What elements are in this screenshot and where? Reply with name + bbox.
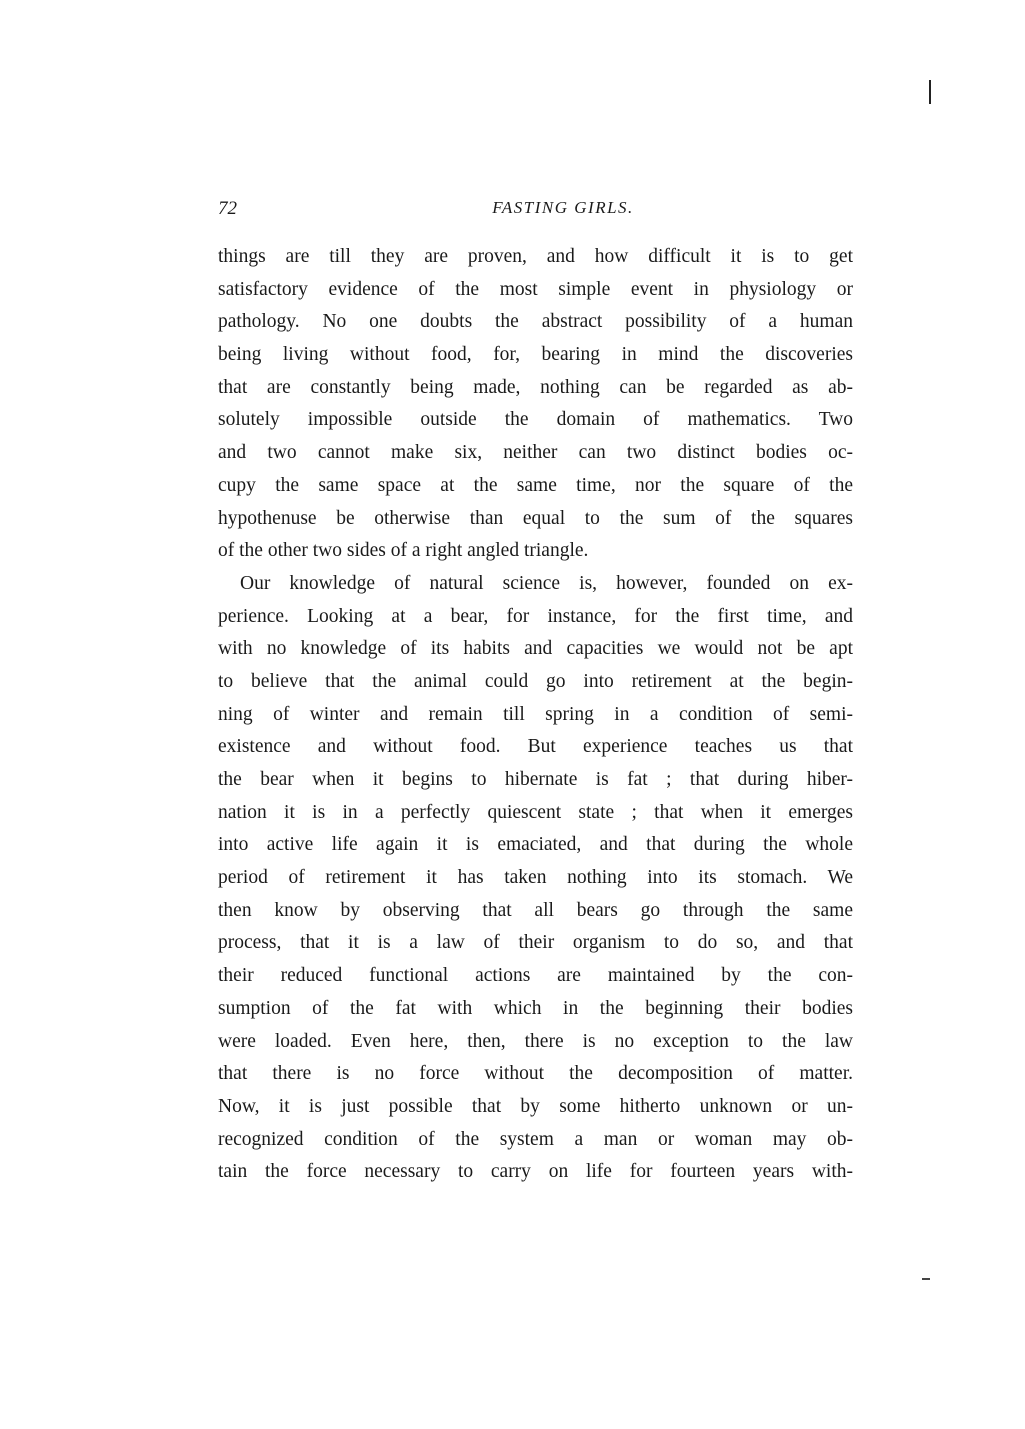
body-text	[218, 241, 853, 1189]
text-line: Now, it is just possible that by some hitherto unknown or un-	[218, 1095, 853, 1117]
margin-dash	[922, 1278, 930, 1280]
text-line: to believe that the animal could go into retirement at the begin-	[218, 670, 853, 692]
running-head	[218, 198, 858, 226]
text-line: process, that it is a law of their organism to do so, and that	[218, 932, 853, 954]
running-title: FASTING GIRLS.	[492, 198, 634, 217]
paragraph-2	[218, 568, 853, 1189]
text-line: into active life again it is emaciated, and that during the whole	[218, 834, 853, 856]
text-line: that there is no force without the decomposition of matter.	[218, 1063, 853, 1085]
text-line: their reduced functional actions are maintained by the con-	[218, 965, 853, 987]
text-line: being living without food, for, bearing in mind the discoveries	[218, 344, 853, 366]
text-line: existence and without food. But experience teaches us that	[218, 736, 853, 758]
text-line: were loaded. Even here, then, there is no exception to the law	[218, 1030, 853, 1052]
text-line: period of retirement it has taken nothing into its stomach. We	[218, 867, 853, 889]
text-line: things are till they are proven, and how difficult it is to get	[218, 246, 853, 267]
text-line: perience. Looking at a bear, for instance, for the first time, and	[218, 605, 853, 627]
text-line: sumption of the fat with which in the beginning their bodies	[218, 997, 853, 1019]
text-line: and two cannot make six, neither can two distinct bodies oc-	[218, 442, 853, 464]
text-line: with no knowledge of its habits and capacities we would not be apt	[218, 638, 853, 660]
page-number: 72	[218, 198, 237, 219]
text-line: cupy the same space at the same time, nor the square of the	[218, 474, 853, 496]
text-line: hypothenuse be otherwise than equal to the sum of the squares	[218, 507, 853, 529]
text-line: the bear when it begins to hibernate is fat ; that during hiber-	[218, 769, 853, 790]
text-line: ning of winter and remain till spring in a condition of semi-	[218, 703, 853, 725]
text-line: then know by observing that all bears go through the same	[218, 899, 853, 921]
text-line: nation it is in a perfectly quiescent state ; that when it emerges	[218, 801, 853, 823]
text-line: of the other two sides of a right angled triangle.	[218, 540, 589, 562]
text-line: Our knowledge of natural science is, however, founded on ex-	[240, 572, 853, 594]
text-line: solutely impossible outside the domain of mathematics. Two	[218, 409, 853, 431]
margin-mark	[929, 80, 931, 104]
text-line: pathology. No one doubts the abstract possibility of a human	[218, 311, 853, 333]
paragraph-1	[218, 241, 853, 568]
text-line: satisfactory evidence of the most simple event in physiology or	[218, 278, 853, 300]
text-line: that are constantly being made, nothing can be regarded as ab-	[218, 376, 853, 398]
text-line: tain the force necessary to carry on life for fourteen years with-	[218, 1161, 853, 1183]
text-line: recognized condition of the system a man or woman may ob-	[218, 1128, 853, 1150]
